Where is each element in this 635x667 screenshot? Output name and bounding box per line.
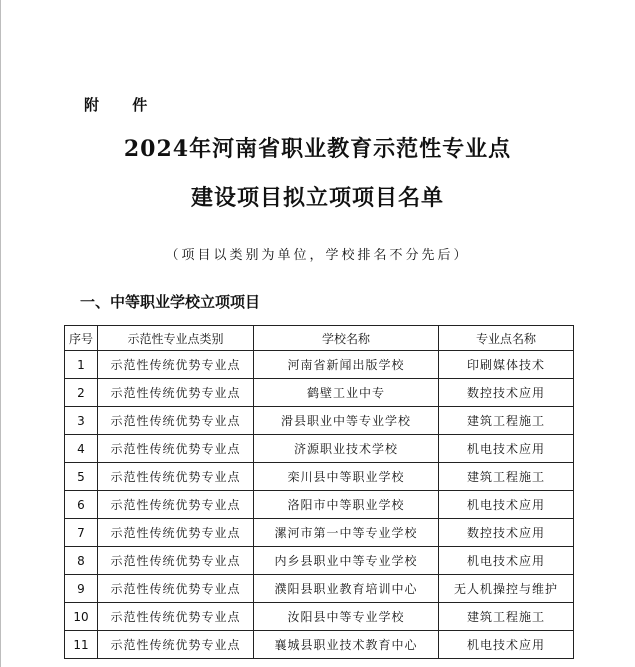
cell-category: 示范性传统优势专业点 [98, 435, 254, 463]
header-category: 示范性专业点类别 [98, 326, 254, 351]
cell-school: 濮阳县职业教育培训中心 [254, 575, 439, 603]
cell-category: 示范性传统优势专业点 [98, 631, 254, 659]
cell-index: 1 [65, 351, 98, 379]
header-index: 序号 [65, 326, 98, 351]
cell-category: 示范性传统优势专业点 [98, 603, 254, 631]
cell-category: 示范性传统优势专业点 [98, 407, 254, 435]
cell-category: 示范性传统优势专业点 [98, 575, 254, 603]
table-body [65, 351, 574, 659]
section-heading: 一、中等职业学校立项项目 [80, 293, 261, 311]
cell-school: 栾川县中等职业学校 [254, 463, 439, 491]
cell-index: 4 [65, 435, 98, 463]
cell-school: 漯河市第一中等专业学校 [254, 519, 439, 547]
table-row [65, 435, 574, 463]
cell-category: 示范性传统优势专业点 [98, 547, 254, 575]
cell-program: 数控技术应用 [439, 379, 574, 407]
header-school: 学校名称 [254, 326, 439, 351]
project-table [64, 325, 574, 659]
table-row [65, 351, 574, 379]
document-title-line-1: 2024年河南省职业教育示范性专业点 [123, 136, 512, 162]
page-left-edge [0, 0, 1, 667]
cell-category: 示范性传统优势专业点 [98, 379, 254, 407]
cell-school: 汝阳县中等专业学校 [254, 603, 439, 631]
table-row [65, 547, 574, 575]
header-program: 专业点名称 [439, 326, 574, 351]
cell-index: 9 [65, 575, 98, 603]
cell-index: 10 [65, 603, 98, 631]
table-header-row [65, 326, 574, 351]
cell-program: 机电技术应用 [439, 547, 574, 575]
cell-index: 8 [65, 547, 98, 575]
cell-category: 示范性传统优势专业点 [98, 463, 254, 491]
cell-index: 2 [65, 379, 98, 407]
cell-program: 建筑工程施工 [439, 407, 574, 435]
cell-index: 5 [65, 463, 98, 491]
cell-program: 建筑工程施工 [439, 603, 574, 631]
cell-program: 建筑工程施工 [439, 463, 574, 491]
cell-program: 机电技术应用 [439, 631, 574, 659]
cell-category: 示范性传统优势专业点 [98, 519, 254, 547]
cell-program: 无人机操控与维护 [439, 575, 574, 603]
cell-school: 洛阳市中等职业学校 [254, 491, 439, 519]
cell-index: 7 [65, 519, 98, 547]
table-row [65, 575, 574, 603]
cell-category: 示范性传统优势专业点 [98, 491, 254, 519]
cell-school: 河南省新闻出版学校 [254, 351, 439, 379]
table-row [65, 491, 574, 519]
table-row [65, 631, 574, 659]
document-title-line-2: 建设项目拟立项项目名单 [190, 185, 444, 211]
table-row [65, 603, 574, 631]
cell-program: 机电技术应用 [439, 491, 574, 519]
table-row [65, 519, 574, 547]
cell-program: 印刷媒体技术 [439, 351, 574, 379]
cell-program: 数控技术应用 [439, 519, 574, 547]
table-row [65, 463, 574, 491]
cell-index: 6 [65, 491, 98, 519]
attachment-label: 附 件 [84, 96, 162, 114]
cell-school: 襄城县职业技术教育中心 [254, 631, 439, 659]
cell-school: 鹤壁工业中专 [254, 379, 439, 407]
table-row [65, 379, 574, 407]
cell-school: 滑县职业中等专业学校 [254, 407, 439, 435]
cell-school: 济源职业技术学校 [254, 435, 439, 463]
table-row [65, 407, 574, 435]
cell-index: 3 [65, 407, 98, 435]
cell-school: 内乡县职业中等专业学校 [254, 547, 439, 575]
cell-program: 机电技术应用 [439, 435, 574, 463]
document-subtitle: （项目以类别为单位，学校排名不分先后） [165, 248, 470, 263]
cell-category: 示范性传统优势专业点 [98, 351, 254, 379]
cell-index: 11 [65, 631, 98, 659]
